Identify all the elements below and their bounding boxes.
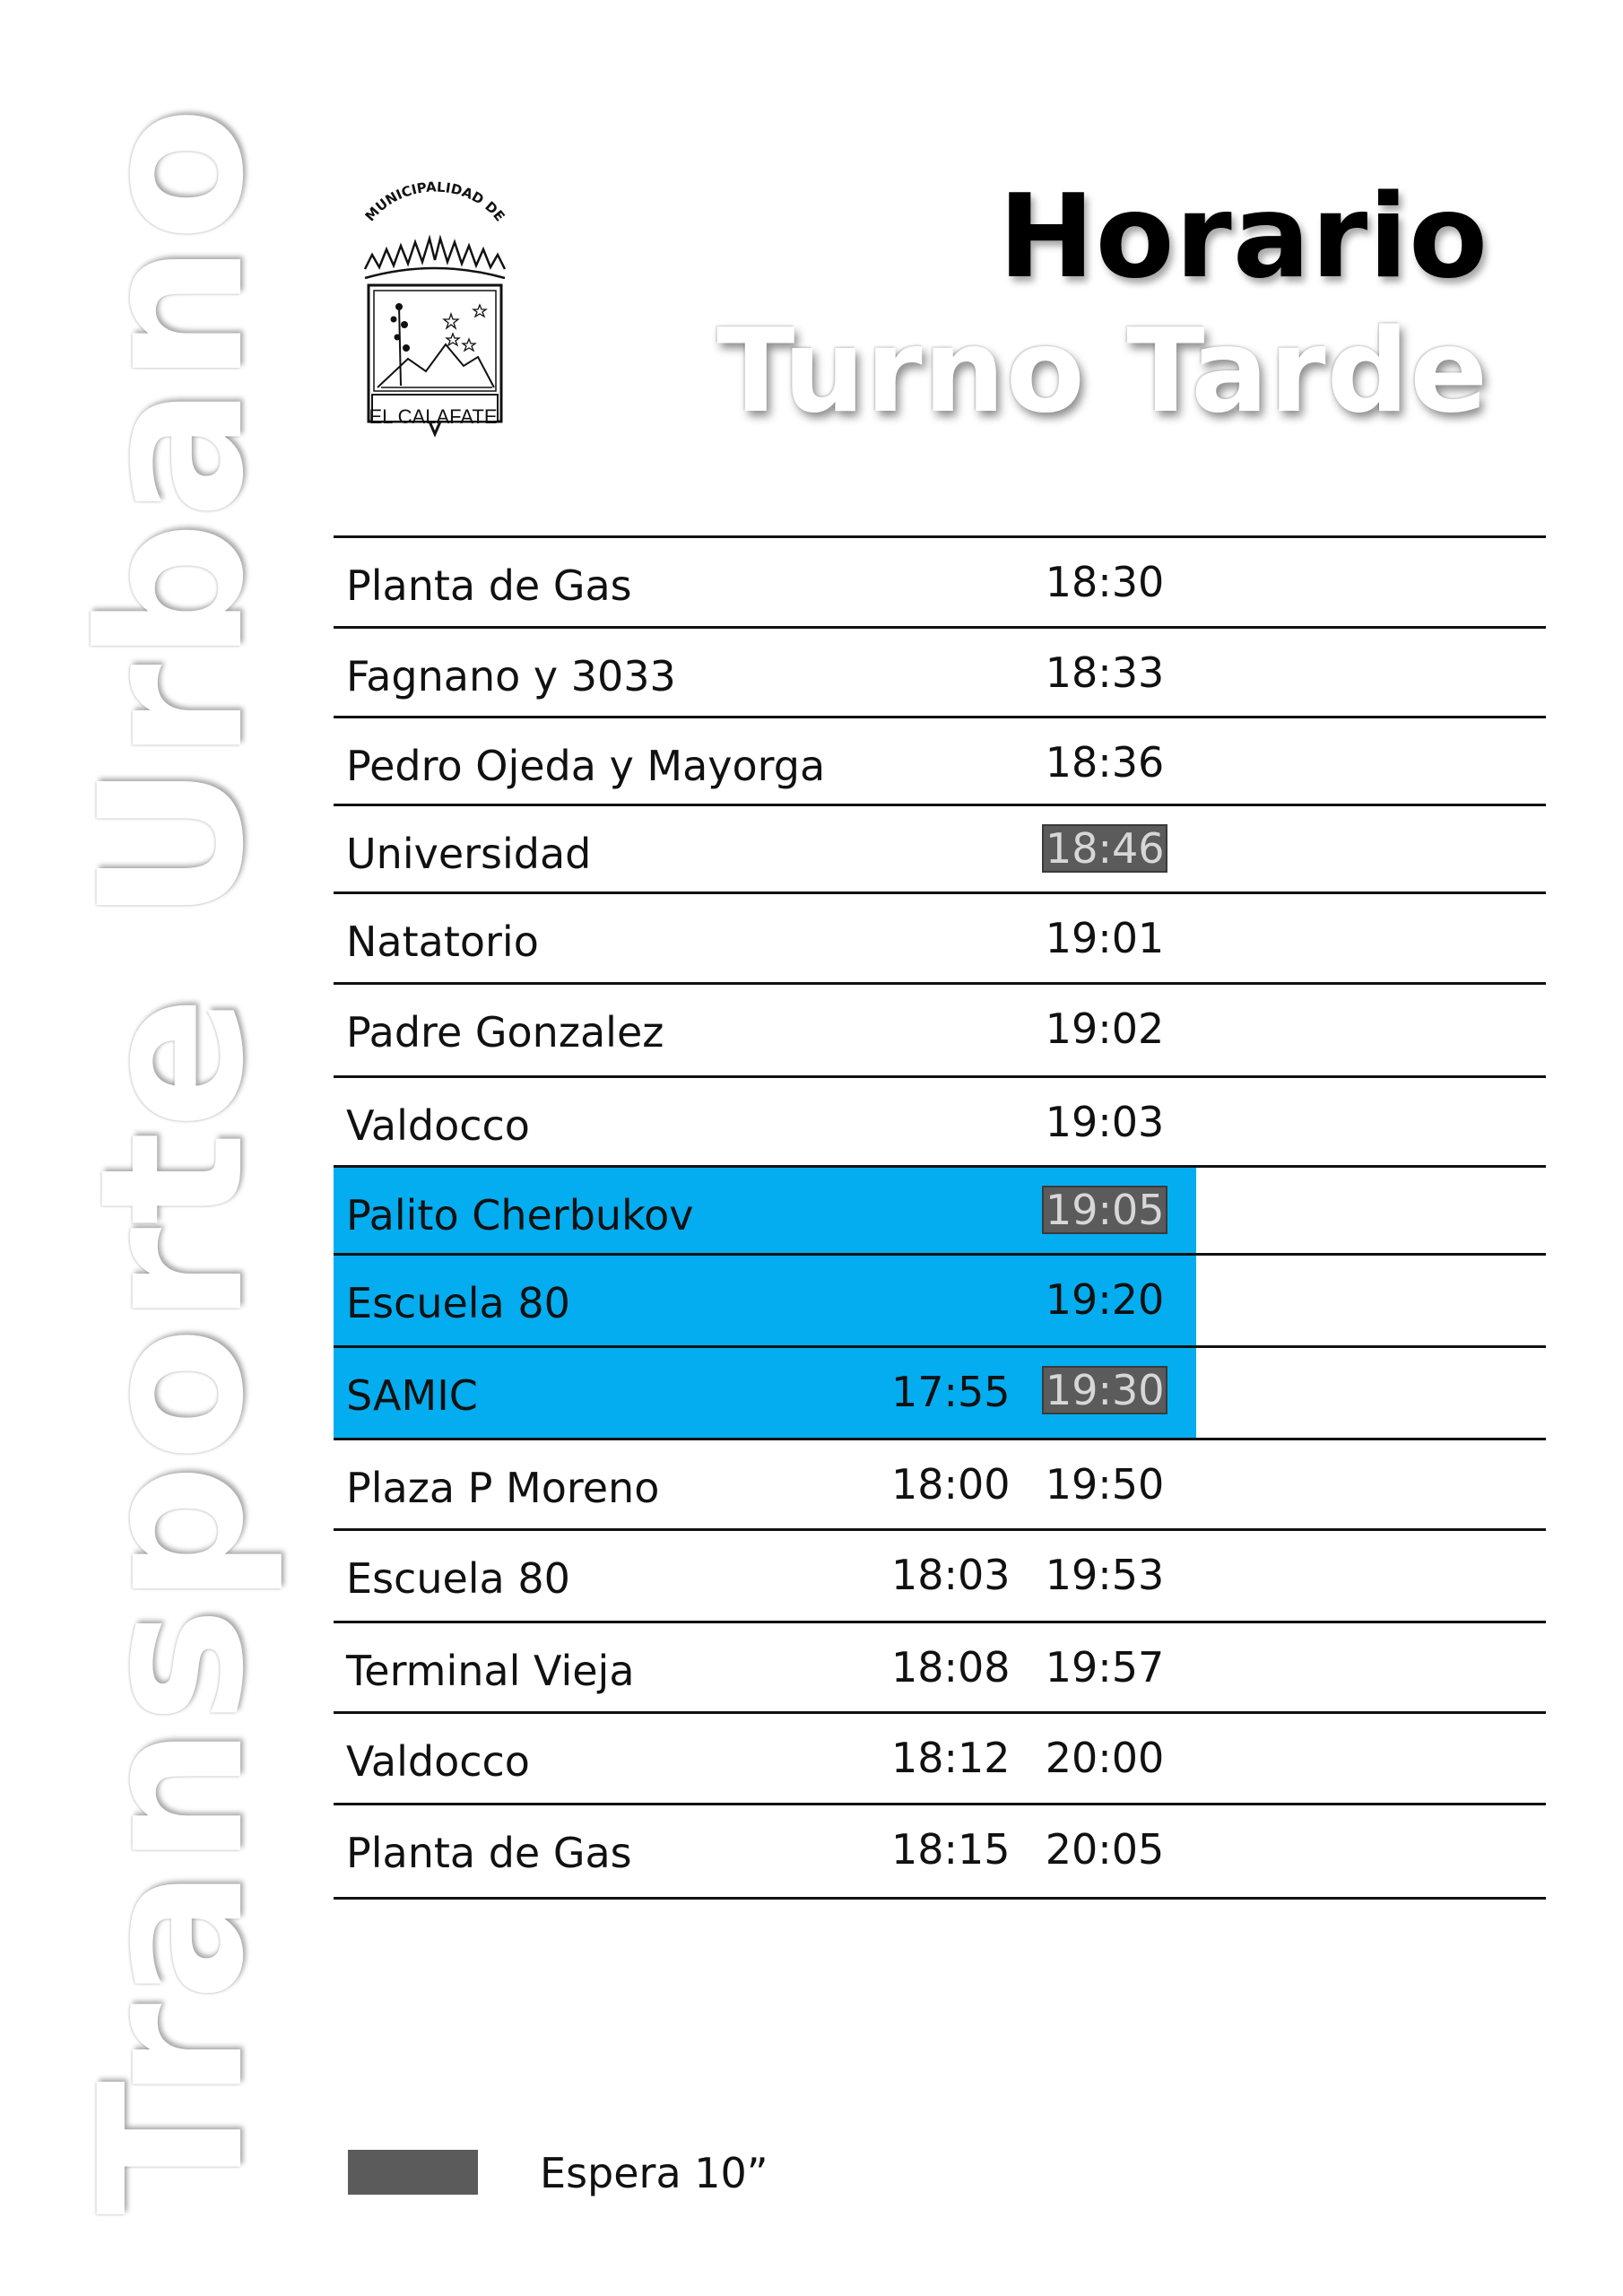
logo-banner-text: EL CALAFATE bbox=[369, 405, 498, 428]
svg-text:MUNICIPALIDAD DE bbox=[362, 179, 508, 224]
schedule-row bbox=[334, 1711, 1546, 1803]
schedule-row bbox=[334, 804, 1546, 891]
stop-name: Palito Cherbukov bbox=[346, 1191, 694, 1239]
departure-time-first: 18:08 bbox=[891, 1643, 1011, 1692]
departure-time: 19:50 bbox=[1045, 1460, 1165, 1509]
departure-time-first: 18:03 bbox=[891, 1551, 1011, 1599]
departure-time: 19:53 bbox=[1045, 1551, 1165, 1599]
departure-time: 18:36 bbox=[1045, 738, 1165, 787]
departure-time: 19:57 bbox=[1045, 1643, 1165, 1692]
departure-time-wait: 19:05 bbox=[1042, 1186, 1167, 1234]
departure-time: 19:20 bbox=[1045, 1275, 1165, 1324]
stop-name: Escuela 80 bbox=[346, 1554, 570, 1603]
stop-name: SAMIC bbox=[346, 1371, 478, 1420]
departure-time-first: 18:00 bbox=[891, 1460, 1011, 1509]
stop-name: Universidad bbox=[346, 830, 592, 878]
departure-time-first: 18:15 bbox=[891, 1825, 1011, 1874]
schedule-table bbox=[334, 535, 1546, 1900]
stop-name: Escuela 80 bbox=[346, 1279, 570, 1327]
departure-time: 19:02 bbox=[1045, 1004, 1165, 1053]
side-title: Transporte Urbano bbox=[57, 104, 287, 2215]
schedule-row bbox=[334, 1438, 1546, 1528]
stop-name: Planta de Gas bbox=[346, 1829, 632, 1877]
page-subtitle: Turno Tarde bbox=[716, 305, 1488, 439]
departure-time: 20:05 bbox=[1045, 1825, 1165, 1874]
schedule-row bbox=[334, 1253, 1546, 1345]
departure-time: 19:01 bbox=[1045, 914, 1165, 962]
stop-name: Valdocco bbox=[346, 1737, 530, 1786]
departure-time-wait: 19:30 bbox=[1042, 1366, 1167, 1414]
departure-time: 19:03 bbox=[1045, 1098, 1165, 1146]
stop-name: Terminal Vieja bbox=[346, 1647, 635, 1695]
schedule-row bbox=[334, 535, 1546, 626]
stop-name: Planta de Gas bbox=[346, 561, 632, 610]
schedule-row bbox=[334, 1528, 1546, 1621]
stop-name: Pedro Ojeda y Mayorga bbox=[346, 742, 826, 790]
departure-time: 18:30 bbox=[1045, 558, 1165, 606]
stop-name: Fagnano y 3033 bbox=[346, 652, 676, 700]
stop-name: Natatorio bbox=[346, 918, 539, 966]
schedule-row bbox=[334, 891, 1546, 982]
schedule-row bbox=[334, 1165, 1546, 1253]
departure-time-wait: 18:46 bbox=[1042, 824, 1167, 873]
schedule-row bbox=[334, 1345, 1546, 1438]
page-title: Horario bbox=[998, 170, 1488, 304]
schedule-row bbox=[334, 1621, 1546, 1711]
stop-name: Plaza P Moreno bbox=[346, 1464, 660, 1512]
stop-name: Padre Gonzalez bbox=[346, 1008, 664, 1057]
schedule-row bbox=[334, 716, 1546, 804]
departure-time: 18:33 bbox=[1045, 648, 1165, 697]
departure-time-first: 18:12 bbox=[891, 1734, 1011, 1782]
schedule-row bbox=[334, 1803, 1546, 1900]
schedule-row bbox=[334, 982, 1546, 1075]
schedule-row bbox=[334, 1075, 1546, 1165]
legend-swatch bbox=[348, 2150, 478, 2195]
legend-label: Espera 10” bbox=[540, 2149, 768, 2197]
departure-time: 20:00 bbox=[1045, 1734, 1165, 1782]
logo-arc-text: MUNICIPALIDAD DE bbox=[361, 179, 508, 225]
departure-time-first: 17:55 bbox=[891, 1368, 1011, 1416]
stop-name: Valdocco bbox=[346, 1101, 530, 1150]
schedule-row bbox=[334, 626, 1546, 716]
